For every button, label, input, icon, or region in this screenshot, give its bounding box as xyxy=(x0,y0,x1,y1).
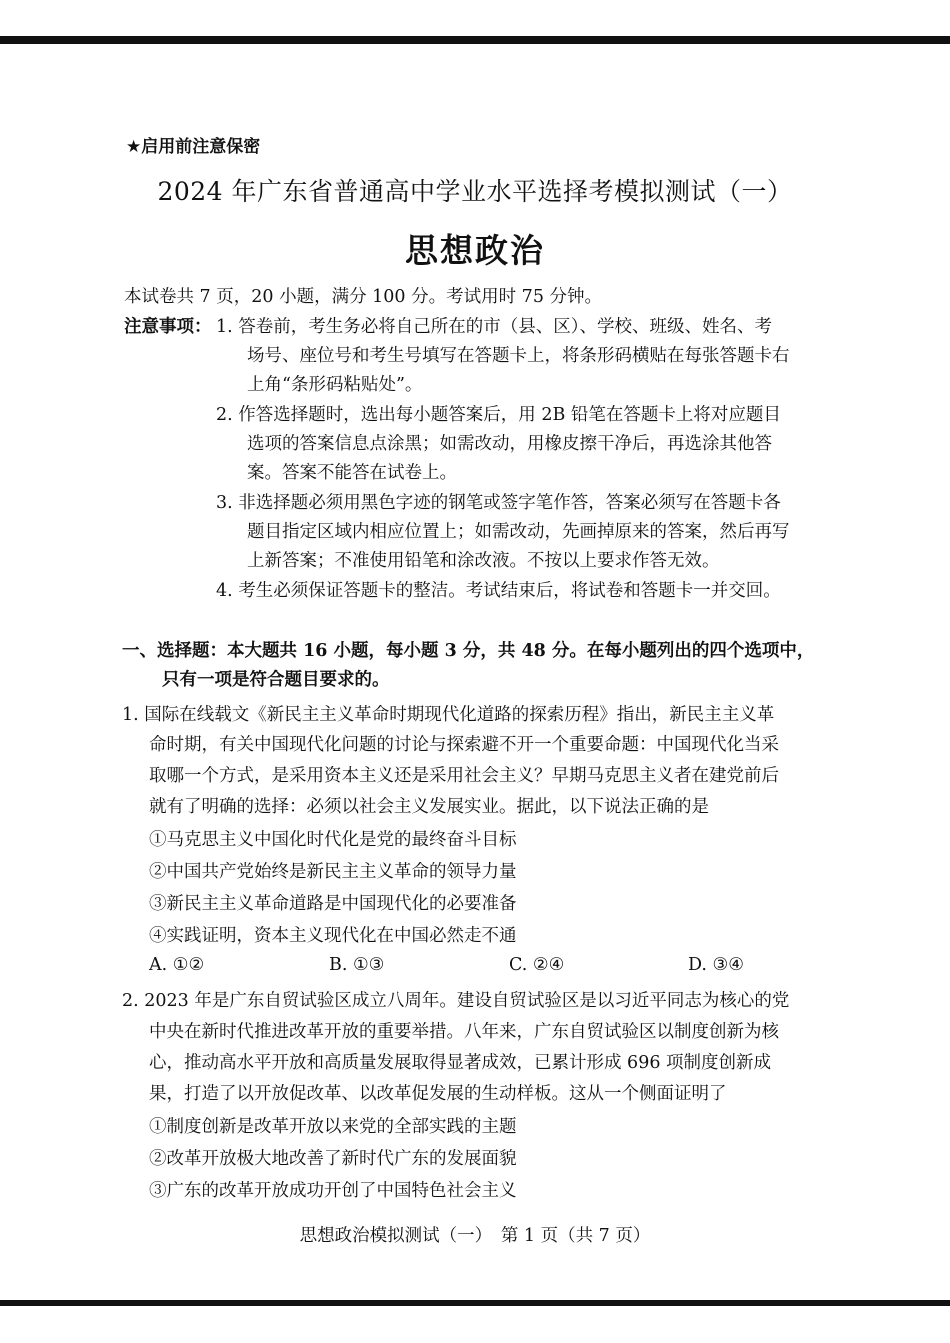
q1-statement: ③新民主主义革命道路是中国现代化的必要准备 xyxy=(149,894,517,914)
question-2-text: 心，推动高水平开放和高质量发展取得显著成效，已累计形成 696 项制度创新成 xyxy=(149,1053,772,1073)
note-line: 案。答案不能答在试卷上。 xyxy=(247,463,457,483)
note-line: 4. 考生必须保证答题卡的整洁。考试结束后，将试卷和答题卡一并交回。 xyxy=(216,581,781,601)
q1-option-b: B. ①③ xyxy=(329,955,385,975)
question-2-text: 中央在新时代推进改革开放的重要举措。八年来，广东自贸试验区以制度创新为核 xyxy=(149,1022,779,1042)
note-line: 选项的答案信息点涂黑；如需改动，用橡皮擦干净后，再选涂其他答 xyxy=(247,434,772,454)
note-line: 2. 作答选择题时，选出每小题答案后，用 2B 铅笔在答题卡上将对应题目 xyxy=(216,405,781,425)
question-1-text: 1. 国际在线载文《新民主主义革命时期现代化道路的探索历程》指出，新民主主义革 xyxy=(122,705,775,725)
q1-option-a: A. ①② xyxy=(149,955,205,975)
question-1-text: 就有了明确的选择：必须以社会主义发展实业。据此，以下说法正确的是 xyxy=(149,797,709,817)
bottom-border xyxy=(0,1300,950,1306)
section-heading-cont: 只有一项是符合题目要求的。 xyxy=(162,670,390,690)
note-line: 场号、座位号和考生号填写在答题卡上，将条形码横贴在每张答题卡右 xyxy=(247,346,790,366)
note-line: 上角“条形码粘贴处”。 xyxy=(247,375,423,395)
question-1-text: 命时期，有关中国现代化问题的讨论与探索避不开一个重要命题：中国现代化当采 xyxy=(149,735,779,755)
q1-statement: ①马克思主义中国化时代化是党的最终奋斗目标 xyxy=(149,830,517,850)
question-2-text: 果，打造了以开放促改革、以改革促发展的生动样板。这从一个侧面证明了 xyxy=(149,1084,727,1104)
note-line: 1. 答卷前，考生务必将自己所在的市（县、区）、学校、班级、姓名、考 xyxy=(216,317,773,337)
q2-statement: ①制度创新是改革开放以来党的全部实践的主题 xyxy=(149,1117,517,1137)
note-line: 题目指定区域内相应位置上；如需改动，先画掉原来的答案，然后再写 xyxy=(247,522,790,542)
q2-statement: ②改革开放极大地改善了新时代广东的发展面貌 xyxy=(149,1149,517,1169)
top-border xyxy=(0,36,950,44)
note-line: 3. 非选择题必须用黑色字迹的钢笔或签字笔作答，答案必须写在答题卡各 xyxy=(216,493,781,513)
question-2-text: 2. 2023 年是广东自贸试验区成立八周年。建设自贸试验区是以习近平同志为核心的党 xyxy=(122,991,790,1011)
q1-option-d: D. ③④ xyxy=(688,955,744,975)
question-1-text: 取哪一个方式，是采用资本主义还是采用社会主义？早期马克思主义者在建党前后 xyxy=(149,766,779,786)
page-footer: 思想政治模拟测试（一） 第 1 页（共 7 页） xyxy=(299,1226,651,1246)
note-line: 上新答案；不准使用铅笔和涂改液。不按以上要求作答无效。 xyxy=(247,551,720,571)
q2-statement: ③广东的改革开放成功开创了中国特色社会主义 xyxy=(149,1181,517,1201)
exam-title: 2024 年广东省普通高中学业水平选择考模拟测试（一） xyxy=(157,177,793,206)
intro-line: 本试卷共 7 页，20 小题，满分 100 分。考试用时 75 分钟。 xyxy=(124,287,603,307)
section-heading: 一、选择题：本大题共 16 小题，每小题 3 分，共 48 分。在每小题列出的四个选项中， xyxy=(122,641,815,661)
subject-title: 思想政治 xyxy=(405,231,545,270)
q1-statement: ②中国共产党始终是新民主主义革命的领导力量 xyxy=(149,862,517,882)
notes-label: 注意事项： xyxy=(124,317,212,337)
q1-option-c: C. ②④ xyxy=(509,955,565,975)
confidential-mark: ★启用前注意保密 xyxy=(126,137,261,157)
q1-statement: ④实践证明，资本主义现代化在中国必然走不通 xyxy=(149,926,517,946)
